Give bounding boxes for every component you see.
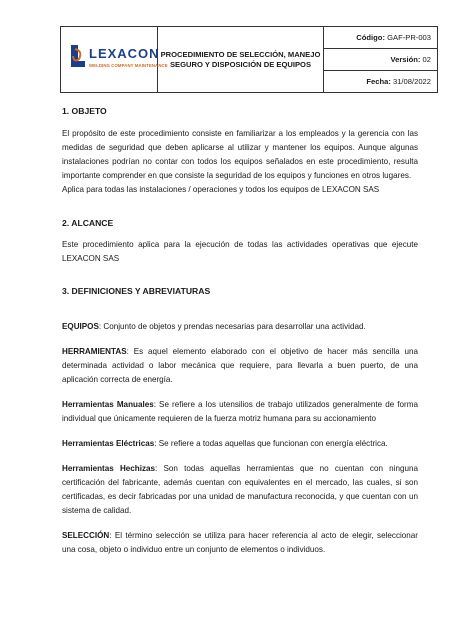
definition-text: : Se refiere a los utensilios de trabajo utilizados generalmente de forma individual que únicamente requieren de la fuerza motriz humana para su accionamiento <box>62 400 418 423</box>
definition-item <box>62 398 418 426</box>
date-cell <box>323 71 437 93</box>
logo-tagline: WELDING COMPANY MAINTENANCE <box>89 63 168 68</box>
title-line-2: SEGURO Y DISPOSICIÓN DE EQUIPOS <box>169 59 312 69</box>
definition-item <box>62 437 418 451</box>
company-logo <box>67 39 168 79</box>
definition-item <box>62 345 418 387</box>
code-label: Código: <box>356 33 385 42</box>
document-body <box>62 104 418 557</box>
version-label: Versión: <box>390 55 421 64</box>
definition-term: SELECCIÓN <box>62 531 110 540</box>
logo-cell <box>61 27 168 93</box>
definition-text: : Son todas aquellas herramientas que no cuentan con ninguna certificación del fabricante, además cuentan con equivalentes en el mercado, las cuales, si son certificadas, es decir fabricadas por una unidad de manufactura reconocida, y que cuentan con un sistema de calidad. <box>62 464 418 515</box>
document-header <box>60 26 438 93</box>
definition-text: : Es aquel elemento elaborado con el objetivo de hacer más sencilla una determinada actividad o labor mecánica que requiere, para llevarla a buen puerto, de una aplicación correcta de energía. <box>62 347 418 384</box>
title-line-1: PROCEDIMIENTO DE SELECCIÓN, MANEJO <box>160 49 321 59</box>
objeto-paragraph: El propósito de este procedimiento consiste en familiarizar a los empleados y la gerencia con las medidas de seguridad que deben aplicarse al utilizar y mantener los equipos. Aunque algunas instalaciones podrían no contar con todos los equipos señalados en este procedimiento, resulta importante comprender en que consiste la seguridad de los equipos y funciones en otros lugares. <box>62 129 418 180</box>
definition-text: : Se refiere a todas aquellas que funcionan con energía eléctrica. <box>154 439 388 448</box>
definition-term: Herramientas Manuales <box>62 400 154 409</box>
definition-term: Herramientas Hechizas <box>62 464 156 473</box>
definition-term: EQUIPOS <box>62 322 99 331</box>
objeto-scope-line: Aplica para todas las instalaciones / operaciones y todos los equipos de LEXACON SAS <box>62 185 380 194</box>
definition-text: : El término selección se utiliza para hacer referencia al acto de elegir, seleccionar una cosa, objeto o individuo entre un conjunto de elementos o individuos. <box>62 531 418 554</box>
alcance-paragraph: Este procedimiento aplica para la ejecución de todas las actividades operativas que ejecute LEXACON SAS <box>62 240 418 263</box>
definition-item <box>62 529 418 557</box>
definition-text: : Conjunto de objetos y prendas necesarias para desarrollar una actividad. <box>98 322 366 331</box>
version-cell <box>323 49 437 71</box>
section-heading-objeto: 1. OBJETO <box>62 106 107 116</box>
date-value: 31/08/2022 <box>392 77 431 86</box>
definition-term: Herramientas Eléctricas <box>62 439 155 448</box>
code-value: GAF-PR-003 <box>387 33 431 42</box>
document-title <box>158 27 323 93</box>
section-heading-alcance: 2. ALCANCE <box>62 218 114 228</box>
section-heading-definiciones: 3. DEFINICIONES Y ABREVIATURAS <box>62 286 211 296</box>
definition-term: HERRAMIENTAS <box>62 347 127 356</box>
date-label: Fecha: <box>366 77 391 86</box>
definition-item <box>62 462 418 518</box>
logo-wordmark: LEXACON <box>89 46 160 61</box>
definition-item <box>62 320 418 334</box>
logo-mark-icon <box>69 43 87 69</box>
code-cell <box>323 27 437 49</box>
version-value: 02 <box>422 55 431 64</box>
